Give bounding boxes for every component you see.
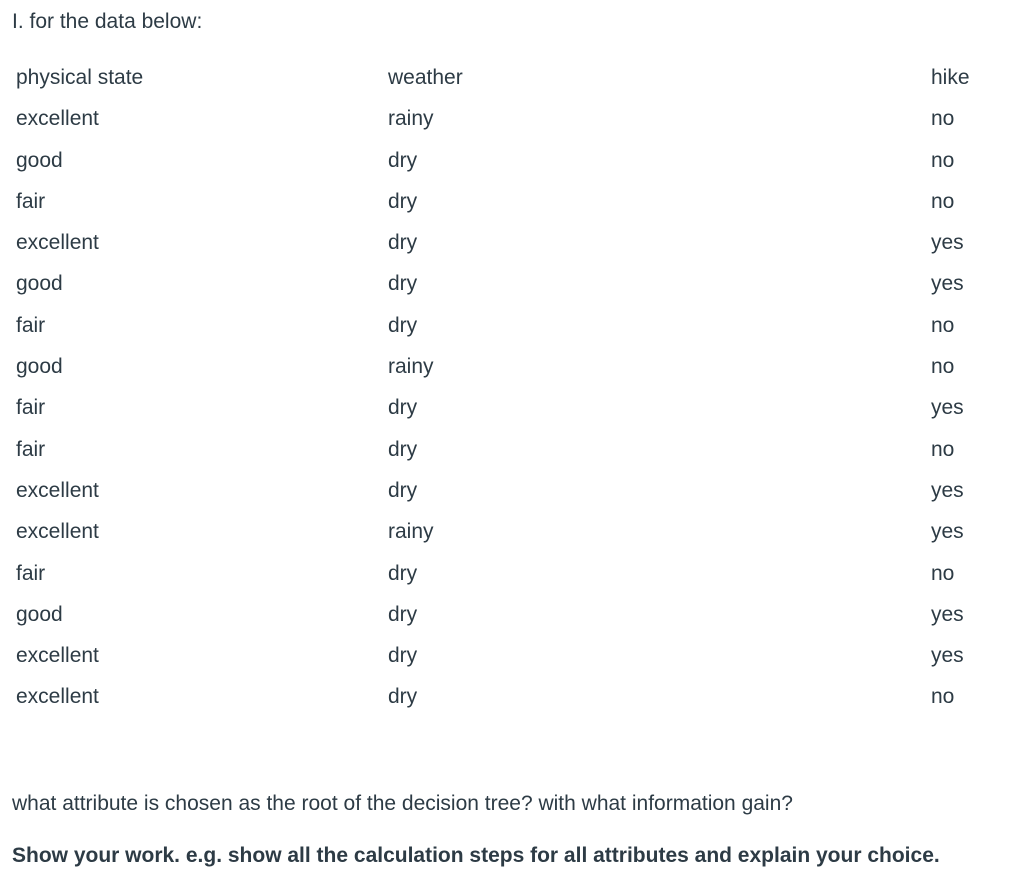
hike-cell: no bbox=[931, 437, 955, 461]
hike-cell: no bbox=[931, 107, 955, 131]
weather-cell: dry bbox=[388, 437, 418, 461]
physical-state-cell: excellent bbox=[16, 231, 99, 255]
physical-state-cell: fair bbox=[16, 396, 46, 420]
physical-state-cell: excellent bbox=[16, 107, 99, 131]
weather-cell: dry bbox=[388, 396, 418, 420]
table-row bbox=[16, 222, 1006, 263]
header-hike: hike bbox=[931, 66, 970, 89]
hike-cell: yes bbox=[931, 478, 964, 502]
table-row bbox=[16, 181, 1006, 222]
weather-cell: dry bbox=[388, 313, 418, 337]
hike-cell: yes bbox=[931, 231, 964, 255]
hike-cell: yes bbox=[931, 272, 964, 296]
hike-cell: yes bbox=[931, 644, 964, 668]
weather-cell: rainy bbox=[388, 107, 434, 131]
physical-state-cell: good bbox=[16, 148, 63, 172]
table-row bbox=[16, 387, 1006, 428]
table-row bbox=[16, 98, 1006, 139]
instruction-text: Show your work. e.g. show all the calculation steps for all attributes and explain your choice. bbox=[12, 844, 940, 867]
weather-cell: dry bbox=[388, 478, 418, 502]
hike-cell: yes bbox=[931, 396, 964, 420]
weather-cell: dry bbox=[388, 272, 418, 296]
hike-cell: no bbox=[931, 148, 955, 172]
header-weather: weather bbox=[388, 66, 463, 89]
physical-state-cell: good bbox=[16, 272, 63, 296]
question-text: what attribute is chosen as the root of the decision tree? with what information gain? bbox=[12, 792, 793, 815]
header-physical-state: physical state bbox=[16, 66, 144, 89]
table-row bbox=[16, 676, 1006, 717]
table-row bbox=[16, 594, 1006, 635]
intro-text: I. for the data below: bbox=[12, 10, 203, 33]
physical-state-cell: excellent bbox=[16, 685, 99, 709]
hike-cell: yes bbox=[931, 602, 964, 626]
weather-cell: dry bbox=[388, 231, 418, 255]
hike-cell: no bbox=[931, 685, 955, 709]
physical-state-cell: fair bbox=[16, 437, 46, 461]
table-row bbox=[16, 470, 1006, 511]
weather-cell: dry bbox=[388, 602, 418, 626]
table-row bbox=[16, 511, 1006, 552]
table-header-row bbox=[16, 57, 1006, 98]
physical-state-cell: good bbox=[16, 602, 63, 626]
table-row bbox=[16, 263, 1006, 304]
physical-state-cell: excellent bbox=[16, 478, 99, 502]
data-table bbox=[16, 57, 1006, 718]
table-row bbox=[16, 429, 1006, 470]
hike-cell: no bbox=[931, 313, 955, 337]
weather-cell: dry bbox=[388, 561, 418, 585]
table-row bbox=[16, 140, 1006, 181]
weather-cell: rainy bbox=[388, 520, 434, 544]
physical-state-cell: fair bbox=[16, 561, 46, 585]
table-row bbox=[16, 635, 1006, 676]
weather-cell: dry bbox=[388, 644, 418, 668]
table-row bbox=[16, 346, 1006, 387]
hike-cell: no bbox=[931, 561, 955, 585]
weather-cell: rainy bbox=[388, 355, 434, 379]
hike-cell: no bbox=[931, 189, 955, 213]
weather-cell: dry bbox=[388, 685, 418, 709]
weather-cell: dry bbox=[388, 148, 418, 172]
physical-state-cell: fair bbox=[16, 313, 46, 337]
physical-state-cell: good bbox=[16, 355, 63, 379]
table-row bbox=[16, 553, 1006, 594]
hike-cell: yes bbox=[931, 520, 964, 544]
weather-cell: dry bbox=[388, 189, 418, 213]
physical-state-cell: excellent bbox=[16, 644, 99, 668]
table-row bbox=[16, 305, 1006, 346]
physical-state-cell: fair bbox=[16, 189, 46, 213]
hike-cell: no bbox=[931, 355, 955, 379]
physical-state-cell: excellent bbox=[16, 520, 99, 544]
